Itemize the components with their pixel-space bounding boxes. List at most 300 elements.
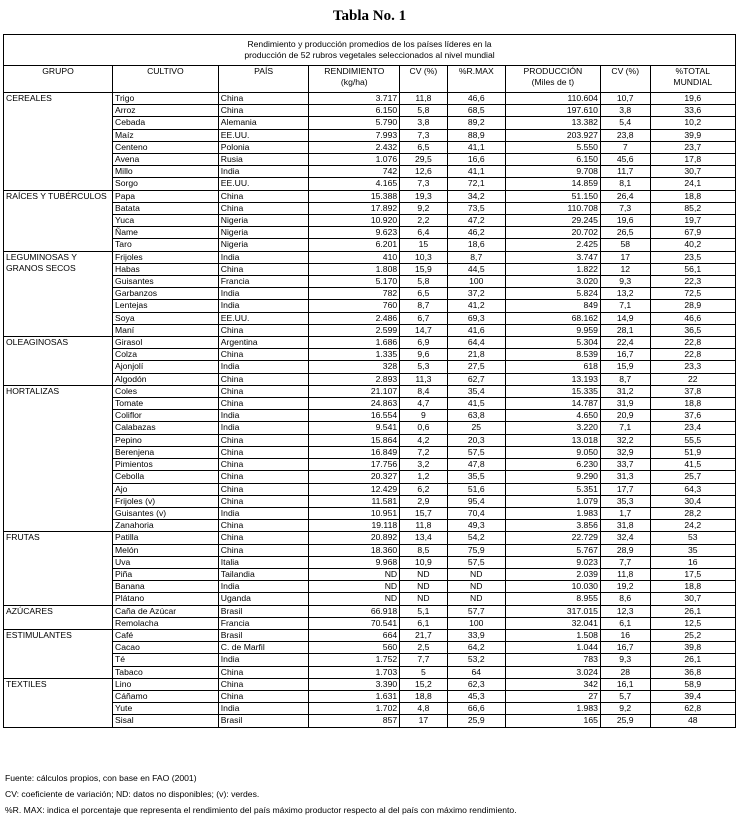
cell-cultivo: Guisantes (v) — [113, 507, 219, 519]
cell-cv-rend: 21,7 — [400, 629, 447, 641]
cell-produccion: 5.304 — [505, 337, 600, 349]
header-total-line2: MUNDIAL — [673, 77, 713, 87]
cell-cultivo: Caña de Azúcar — [113, 605, 219, 617]
cell-produccion: 3.856 — [505, 520, 600, 532]
cell-cv-rend: 3,2 — [400, 459, 447, 471]
cell-cv-rend: 19,3 — [400, 190, 447, 202]
header-rendimiento-line1: RENDIMIENTO — [324, 66, 385, 76]
table-row — [4, 263, 736, 275]
cell-rendimiento: 664 — [309, 629, 400, 641]
cell-cultivo: Coliflor — [113, 410, 219, 422]
cell-cv-rend: 11,8 — [400, 520, 447, 532]
cell-rmax: 33,9 — [447, 629, 505, 641]
cell-cv-prod: 7 — [600, 141, 650, 153]
cell-pais: Polonia — [218, 141, 309, 153]
group-cell: ESTIMULANTES — [4, 629, 113, 678]
cell-cv-prod: 6,1 — [600, 617, 650, 629]
cell-cv-rend: 8,4 — [400, 385, 447, 397]
cell-rmax: ND — [447, 568, 505, 580]
cell-produccion: 1.079 — [505, 495, 600, 507]
cell-cv-rend: 18,8 — [400, 690, 447, 702]
cell-total-mundial: 51,9 — [650, 446, 735, 458]
cell-pais: China — [218, 495, 309, 507]
cell-cv-rend: 11,3 — [400, 373, 447, 385]
cell-cv-prod: 11,7 — [600, 166, 650, 178]
cell-total-mundial: 39,8 — [650, 642, 735, 654]
cell-rmax: 64,4 — [447, 337, 505, 349]
table-row — [4, 288, 736, 300]
cell-rmax: ND — [447, 593, 505, 605]
cell-cv-prod: 32,4 — [600, 532, 650, 544]
cell-total-mundial: 37,8 — [650, 385, 735, 397]
cell-cv-prod: 33,7 — [600, 459, 650, 471]
cell-pais: EE.UU. — [218, 178, 309, 190]
cell-rmax: 100 — [447, 617, 505, 629]
cell-rendimiento: 7.993 — [309, 129, 400, 141]
cell-total-mundial: 55,5 — [650, 434, 735, 446]
table-row — [4, 276, 736, 288]
cell-cv-prod: 16,1 — [600, 678, 650, 690]
table-row — [4, 202, 736, 214]
cell-produccion: 3.747 — [505, 251, 600, 263]
cell-cv-rend: 3,8 — [400, 117, 447, 129]
cell-total-mundial: 22,3 — [650, 276, 735, 288]
cell-produccion: 1.508 — [505, 629, 600, 641]
cell-produccion: 783 — [505, 654, 600, 666]
cell-rendimiento: 1.076 — [309, 154, 400, 166]
cell-total-mundial: 17,5 — [650, 568, 735, 580]
group-cell: OLEAGINOSAS — [4, 337, 113, 386]
cell-rmax: 16,6 — [447, 154, 505, 166]
cell-pais: China — [218, 446, 309, 458]
cell-rmax: 73,5 — [447, 202, 505, 214]
cell-produccion: 6.230 — [505, 459, 600, 471]
cell-rmax: 25 — [447, 422, 505, 434]
cell-rendimiento: 2.432 — [309, 141, 400, 153]
table-row — [4, 227, 736, 239]
cell-rendimiento: 9.968 — [309, 556, 400, 568]
cell-rendimiento: 1.703 — [309, 666, 400, 678]
cell-produccion: 9.708 — [505, 166, 600, 178]
cell-cultivo: Coles — [113, 385, 219, 397]
table-row — [4, 337, 736, 349]
cell-cultivo: Sorgo — [113, 178, 219, 190]
cell-rmax: 72,1 — [447, 178, 505, 190]
cell-rmax: 47,8 — [447, 459, 505, 471]
cell-rendimiento: 4.165 — [309, 178, 400, 190]
cell-cultivo: Taro — [113, 239, 219, 251]
cell-total-mundial: 41,5 — [650, 459, 735, 471]
cell-total-mundial: 22,8 — [650, 349, 735, 361]
cell-rmax: 57,5 — [447, 556, 505, 568]
cell-cv-prod: 9,3 — [600, 654, 650, 666]
cell-rmax: 25,9 — [447, 715, 505, 727]
cell-cultivo: Pepino — [113, 434, 219, 446]
table-row — [4, 556, 736, 568]
cell-produccion: 14.859 — [505, 178, 600, 190]
cell-rmax: ND — [447, 581, 505, 593]
cell-rendimiento: 17.756 — [309, 459, 400, 471]
cell-cv-rend: 6,9 — [400, 337, 447, 349]
cell-cv-prod: 28,9 — [600, 544, 650, 556]
header-cv-prod: CV (%) — [600, 66, 650, 93]
cell-produccion: 9.290 — [505, 471, 600, 483]
cell-rendimiento: 5.170 — [309, 276, 400, 288]
cell-cv-rend: 8,5 — [400, 544, 447, 556]
cell-cv-rend: 10,9 — [400, 556, 447, 568]
table-row — [4, 617, 736, 629]
cell-cv-prod: 8,6 — [600, 593, 650, 605]
cell-cv-rend: 9 — [400, 410, 447, 422]
cell-pais: China — [218, 202, 309, 214]
cell-total-mundial: 56,1 — [650, 263, 735, 275]
cell-cultivo: Melón — [113, 544, 219, 556]
cell-cv-rend: 15,7 — [400, 507, 447, 519]
cell-total-mundial: 62,8 — [650, 703, 735, 715]
cell-cv-rend: 12,6 — [400, 166, 447, 178]
cell-pais: China — [218, 532, 309, 544]
cell-pais: Italia — [218, 556, 309, 568]
cell-total-mundial: 28,2 — [650, 507, 735, 519]
cell-pais: China — [218, 471, 309, 483]
cell-cultivo: Maní — [113, 324, 219, 336]
cell-cultivo: Frijoles — [113, 251, 219, 263]
cell-total-mundial: 30,7 — [650, 166, 735, 178]
cell-pais: India — [218, 703, 309, 715]
cell-rmax: 49,3 — [447, 520, 505, 532]
header-pais: PAÍS — [218, 66, 309, 93]
table-row — [4, 434, 736, 446]
cell-pais: India — [218, 654, 309, 666]
cell-pais: China — [218, 690, 309, 702]
cell-produccion: 13.018 — [505, 434, 600, 446]
table-row — [4, 544, 736, 556]
cell-produccion: 13.193 — [505, 373, 600, 385]
cell-cv-prod: 19,2 — [600, 581, 650, 593]
cell-produccion: 3.020 — [505, 276, 600, 288]
table-row — [4, 154, 736, 166]
cell-rmax: 57,5 — [447, 446, 505, 458]
group-cell: RAÍCES Y TUBÉRCULOS — [4, 190, 113, 251]
cell-cv-prod: 3,8 — [600, 105, 650, 117]
cell-rmax: 18,6 — [447, 239, 505, 251]
cell-cv-rend: 6,4 — [400, 227, 447, 239]
data-table — [3, 34, 736, 728]
cell-produccion: 68.162 — [505, 312, 600, 324]
table-row — [4, 654, 736, 666]
cell-cv-rend: ND — [400, 593, 447, 605]
cell-rendimiento: 20.892 — [309, 532, 400, 544]
cell-rendimiento: 70.541 — [309, 617, 400, 629]
cell-rmax: 68,5 — [447, 105, 505, 117]
cell-rmax: 64,2 — [447, 642, 505, 654]
cell-rmax: 34,2 — [447, 190, 505, 202]
cell-rmax: 64 — [447, 666, 505, 678]
cell-produccion: 1.822 — [505, 263, 600, 275]
cell-pais: Francia — [218, 617, 309, 629]
cell-total-mundial: 25,7 — [650, 471, 735, 483]
cell-produccion: 8.955 — [505, 593, 600, 605]
cell-rmax: 46,6 — [447, 93, 505, 105]
table-row — [4, 678, 736, 690]
footnote-2: CV: coeficiente de variación; ND: datos no disponibles; (v): verdes. — [5, 789, 260, 799]
cell-rendimiento: 742 — [309, 166, 400, 178]
cell-rendimiento: 12.429 — [309, 483, 400, 495]
cell-produccion: 110.604 — [505, 93, 600, 105]
cell-rmax: 21,8 — [447, 349, 505, 361]
cell-total-mundial: 17,8 — [650, 154, 735, 166]
cell-cultivo: Banana — [113, 581, 219, 593]
cell-cv-rend: 6,5 — [400, 288, 447, 300]
cell-rmax: 62,7 — [447, 373, 505, 385]
cell-cv-prod: 31,8 — [600, 520, 650, 532]
cell-rmax: 89,2 — [447, 117, 505, 129]
table-row — [4, 495, 736, 507]
cell-pais: C. de Marfil — [218, 642, 309, 654]
cell-pais: China — [218, 324, 309, 336]
cell-total-mundial: 18,8 — [650, 581, 735, 593]
cell-cultivo: Cacao — [113, 642, 219, 654]
table-row — [4, 605, 736, 617]
table-row — [4, 166, 736, 178]
cell-cultivo: Millo — [113, 166, 219, 178]
cell-rendimiento: 782 — [309, 288, 400, 300]
cell-cv-prod: 17 — [600, 251, 650, 263]
header-produccion-line1: PRODUCCIÓN — [523, 66, 583, 76]
cell-rmax: 54,2 — [447, 532, 505, 544]
cell-total-mundial: 18,8 — [650, 398, 735, 410]
cell-total-mundial: 16 — [650, 556, 735, 568]
cell-cv-rend: 13,4 — [400, 532, 447, 544]
cell-cv-prod: 7,3 — [600, 202, 650, 214]
cell-total-mundial: 46,6 — [650, 312, 735, 324]
cell-cultivo: Ñame — [113, 227, 219, 239]
cell-total-mundial: 24,1 — [650, 178, 735, 190]
cell-pais: Nigeria — [218, 227, 309, 239]
cell-pais: China — [218, 190, 309, 202]
cell-cv-prod: 32,2 — [600, 434, 650, 446]
cell-cultivo: Trigo — [113, 93, 219, 105]
cell-cv-prod: 10,7 — [600, 93, 650, 105]
cell-rendimiento: 9.623 — [309, 227, 400, 239]
cell-cv-prod: 8,1 — [600, 178, 650, 190]
cell-cv-rend: 11,8 — [400, 93, 447, 105]
table-caption — [4, 35, 736, 66]
cell-total-mundial: 10,2 — [650, 117, 735, 129]
table-row — [4, 349, 736, 361]
cell-rendimiento: 11.581 — [309, 495, 400, 507]
cell-cv-rend: 6,5 — [400, 141, 447, 153]
cell-rendimiento: 410 — [309, 251, 400, 263]
cell-total-mundial: 48 — [650, 715, 735, 727]
cell-total-mundial: 72,5 — [650, 288, 735, 300]
cell-cultivo: Cebada — [113, 117, 219, 129]
table-row — [4, 520, 736, 532]
cell-rmax: 35,4 — [447, 385, 505, 397]
cell-cv-rend: 15,9 — [400, 263, 447, 275]
cell-cultivo: Plátano — [113, 593, 219, 605]
cell-rendimiento: ND — [309, 593, 400, 605]
cell-rendimiento: 10.920 — [309, 215, 400, 227]
cell-total-mundial: 30,7 — [650, 593, 735, 605]
cell-rmax: 41,1 — [447, 141, 505, 153]
cell-cv-rend: 7,7 — [400, 654, 447, 666]
cell-total-mundial: 23,3 — [650, 361, 735, 373]
cell-rendimiento: 2.486 — [309, 312, 400, 324]
table-row — [4, 507, 736, 519]
cell-total-mundial: 36,5 — [650, 324, 735, 336]
header-total-line1: %TOTAL — [675, 66, 711, 76]
cell-produccion: 2.039 — [505, 568, 600, 580]
cell-rendimiento: 17.892 — [309, 202, 400, 214]
cell-cultivo: Colza — [113, 349, 219, 361]
cell-cv-prod: 22,4 — [600, 337, 650, 349]
cell-produccion: 5.550 — [505, 141, 600, 153]
cell-cv-prod: 15,9 — [600, 361, 650, 373]
cell-produccion: 3.024 — [505, 666, 600, 678]
cell-produccion: 20.702 — [505, 227, 600, 239]
cell-cultivo: Cáñamo — [113, 690, 219, 702]
cell-rmax: 88,9 — [447, 129, 505, 141]
cell-cultivo: Cebolla — [113, 471, 219, 483]
cell-produccion: 4.650 — [505, 410, 600, 422]
cell-cv-prod: 32,9 — [600, 446, 650, 458]
cell-total-mundial: 85,2 — [650, 202, 735, 214]
header-rendimiento-line2: (kg/ha) — [340, 77, 368, 87]
cell-cv-rend: 8,7 — [400, 300, 447, 312]
cell-pais: India — [218, 410, 309, 422]
footnote-1: Fuente: cálculos propios, con base en FAO (2001) — [5, 773, 197, 783]
table-row — [4, 141, 736, 153]
cell-produccion: 6.150 — [505, 154, 600, 166]
cell-produccion: 1.044 — [505, 642, 600, 654]
cell-rmax: 41,1 — [447, 166, 505, 178]
cell-cv-rend: 5,1 — [400, 605, 447, 617]
cell-pais: China — [218, 105, 309, 117]
cell-cv-rend: 9,6 — [400, 349, 447, 361]
cell-produccion: 1.983 — [505, 703, 600, 715]
cell-produccion: 165 — [505, 715, 600, 727]
cell-cv-prod: 26,4 — [600, 190, 650, 202]
group-cell: CEREALES — [4, 93, 113, 191]
cell-rendimiento: 3.390 — [309, 678, 400, 690]
table-row — [4, 446, 736, 458]
table-row — [4, 398, 736, 410]
cell-rmax: 41,2 — [447, 300, 505, 312]
table-row — [4, 324, 736, 336]
cell-cultivo: Arroz — [113, 105, 219, 117]
cell-cultivo: Café — [113, 629, 219, 641]
cell-cv-prod: 31,3 — [600, 471, 650, 483]
table-row — [4, 666, 736, 678]
cell-rendimiento: 760 — [309, 300, 400, 312]
cell-cv-rend: 0,6 — [400, 422, 447, 434]
cell-rendimiento: 857 — [309, 715, 400, 727]
cell-cv-rend: ND — [400, 581, 447, 593]
cell-cv-prod: 23,8 — [600, 129, 650, 141]
group-cell: HORTALIZAS — [4, 385, 113, 531]
table-row — [4, 422, 736, 434]
cell-pais: India — [218, 300, 309, 312]
cell-cv-prod: 26,5 — [600, 227, 650, 239]
cell-total-mundial: 12,5 — [650, 617, 735, 629]
cell-rmax: 63,8 — [447, 410, 505, 422]
cell-cv-prod: 12 — [600, 263, 650, 275]
cell-rmax: 57,7 — [447, 605, 505, 617]
table-row — [4, 581, 736, 593]
cell-cv-prod: 9,3 — [600, 276, 650, 288]
cell-rendimiento: 328 — [309, 361, 400, 373]
cell-produccion: 342 — [505, 678, 600, 690]
table-row — [4, 117, 736, 129]
cell-pais: China — [218, 373, 309, 385]
cell-cv-rend: 1,2 — [400, 471, 447, 483]
header-grupo: GRUPO — [4, 66, 113, 93]
cell-cv-rend: 10,3 — [400, 251, 447, 263]
cell-rendimiento: 5.790 — [309, 117, 400, 129]
cell-cv-prod: 31,2 — [600, 385, 650, 397]
cell-pais: China — [218, 520, 309, 532]
table-row — [4, 129, 736, 141]
cell-rendimiento: 16.849 — [309, 446, 400, 458]
cell-cv-prod: 25,9 — [600, 715, 650, 727]
cell-rendimiento: 15.388 — [309, 190, 400, 202]
table-row — [4, 483, 736, 495]
cell-rmax: 27,5 — [447, 361, 505, 373]
cell-rendimiento: ND — [309, 568, 400, 580]
table-body — [4, 93, 736, 728]
cell-cv-rend: 6,2 — [400, 483, 447, 495]
cell-cv-rend: 5 — [400, 666, 447, 678]
cell-total-mundial: 30,4 — [650, 495, 735, 507]
table-row — [4, 690, 736, 702]
cell-pais: Nigeria — [218, 239, 309, 251]
cell-rendimiento: ND — [309, 581, 400, 593]
cell-total-mundial: 33,6 — [650, 105, 735, 117]
cell-cultivo: Frijoles (v) — [113, 495, 219, 507]
cell-cultivo: Batata — [113, 202, 219, 214]
cell-cultivo: Maíz — [113, 129, 219, 141]
cell-cv-prod: 28,1 — [600, 324, 650, 336]
cell-cv-prod: 28 — [600, 666, 650, 678]
header-rendimiento — [309, 66, 400, 93]
table-row — [4, 471, 736, 483]
cell-cultivo: Piña — [113, 568, 219, 580]
cell-pais: Tailandia — [218, 568, 309, 580]
cell-pais: India — [218, 361, 309, 373]
cell-total-mundial: 35 — [650, 544, 735, 556]
cell-cv-rend: 2,2 — [400, 215, 447, 227]
table-row — [4, 361, 736, 373]
cell-pais: China — [218, 398, 309, 410]
cell-produccion: 5.824 — [505, 288, 600, 300]
cell-total-mundial: 58,9 — [650, 678, 735, 690]
cell-pais: China — [218, 483, 309, 495]
cell-total-mundial: 64,3 — [650, 483, 735, 495]
cell-cv-rend: 5,8 — [400, 276, 447, 288]
cell-cv-rend: 15 — [400, 239, 447, 251]
cell-pais: Francia — [218, 276, 309, 288]
cell-cv-prod: 16,7 — [600, 349, 650, 361]
cell-cv-rend: 4,2 — [400, 434, 447, 446]
header-total-mundial — [650, 66, 735, 93]
cell-cv-prod: 35,3 — [600, 495, 650, 507]
cell-cv-prod: 7,1 — [600, 300, 650, 312]
header-produccion — [505, 66, 600, 93]
cell-pais: Alemania — [218, 117, 309, 129]
cell-cv-prod: 20,9 — [600, 410, 650, 422]
cell-cv-prod: 9,2 — [600, 703, 650, 715]
